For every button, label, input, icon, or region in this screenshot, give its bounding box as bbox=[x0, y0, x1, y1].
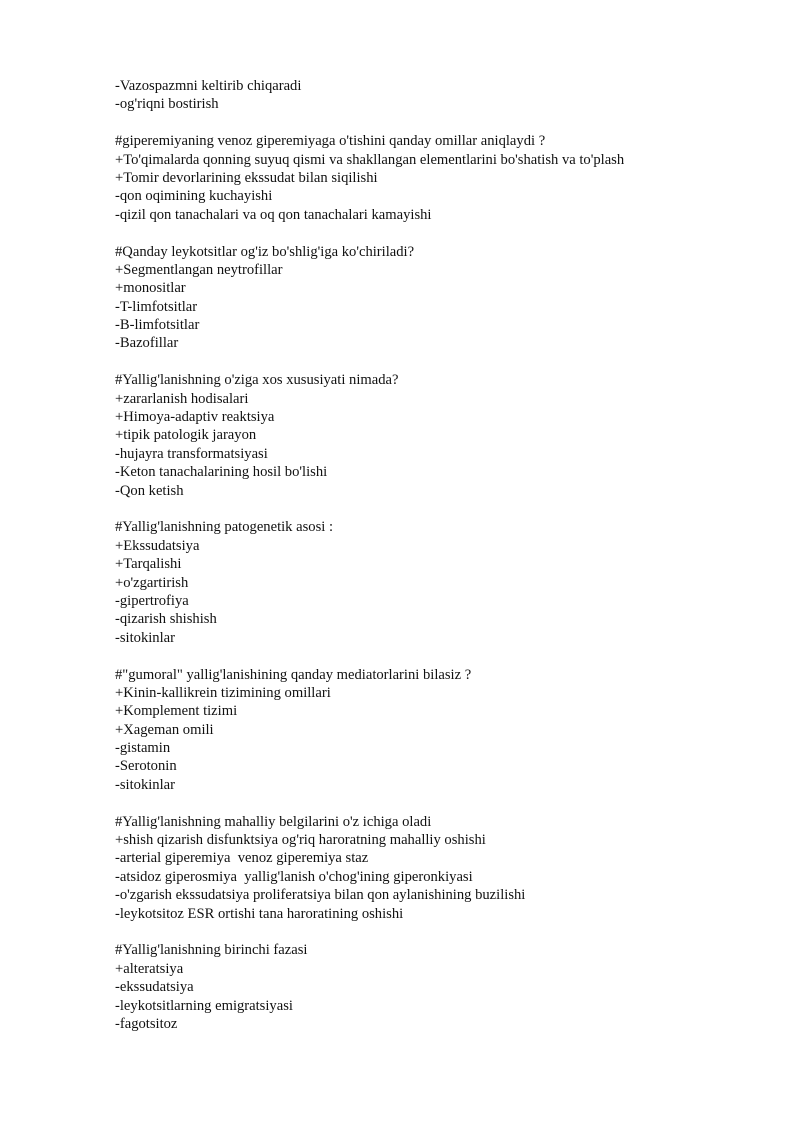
answer-incorrect: -hujayra transformatsiyasi bbox=[115, 445, 268, 462]
answer-incorrect: -qon oqimining kuchayishi bbox=[115, 188, 273, 205]
answer-incorrect: -fagotsitoz bbox=[115, 1015, 178, 1032]
question-block bbox=[115, 941, 755, 1033]
answer-correct: +o'zgartirish bbox=[115, 574, 189, 591]
answer-incorrect: -Vazospazmni keltirib chiqaradi bbox=[115, 78, 302, 94]
block-spacer bbox=[115, 224, 755, 242]
answer-incorrect: -gipertrofiya bbox=[115, 592, 189, 609]
answer-correct: +Ekssudatsiya bbox=[115, 537, 200, 554]
answer-correct: +tipik patologik jarayon bbox=[115, 427, 257, 444]
answer-correct: +Tomir devorlarining ekssudat bilan siqilishi bbox=[115, 169, 378, 186]
answer-incorrect: -ekssudatsiya bbox=[115, 979, 194, 996]
answer-correct: +Kinin-kallikrein tizimining omillari bbox=[115, 684, 331, 701]
question-block bbox=[115, 132, 755, 224]
question-block bbox=[115, 371, 755, 500]
block-spacer bbox=[115, 500, 755, 518]
question-text: #Qanday leykotsitlar og'iz bo'shlig'iga ko'chiriladi? bbox=[115, 243, 415, 260]
answer-correct: +zararlanish hodisalari bbox=[115, 390, 249, 407]
answer-incorrect: -Keton tanachalarining hosil bo'lishi bbox=[115, 464, 328, 481]
answer-incorrect: -o'zgarish ekssudatsiya proliferatsiya bilan qon aylanishining buzilishi bbox=[115, 887, 526, 904]
question-block bbox=[115, 666, 755, 795]
question-text: #Yallig'lanishning patogenetik asosi : bbox=[115, 519, 334, 536]
question-text: #Yallig'lanishning mahalliy belgilarini o'z ichiga oladi bbox=[115, 813, 432, 830]
block-spacer bbox=[115, 353, 755, 371]
answer-incorrect: -qizarish shishish bbox=[115, 611, 217, 628]
answer-correct: +monositlar bbox=[115, 280, 186, 297]
answer-incorrect: -sitokinlar bbox=[115, 629, 175, 646]
answer-correct: +To'qimalarda qonning suyuq qismi va shakllangan elementlarini bo'shatish va to'plash bbox=[115, 151, 625, 168]
answer-correct: +Segmentlangan neytrofillar bbox=[115, 261, 283, 278]
answer-incorrect: -og'riqni bostirish bbox=[115, 96, 219, 113]
answer-correct: +Xageman omili bbox=[115, 721, 214, 738]
question-text: #giperemiyaning venoz giperemiyaga o'tishini qanday omillar aniqlaydi ? bbox=[115, 133, 546, 150]
answer-incorrect: -sitokinlar bbox=[115, 776, 175, 793]
answer-incorrect: -atsidoz giperosmiya yallig'lanish o'chog'ining giperonkiyasi bbox=[115, 868, 473, 885]
answer-incorrect: -Bazofillar bbox=[115, 335, 179, 352]
answer-incorrect: -B-limfotsitlar bbox=[115, 317, 200, 334]
question-text: #Yallig'lanishning o'ziga xos xususiyati nimada? bbox=[115, 372, 399, 389]
answer-correct: +alteratsiya bbox=[115, 960, 184, 977]
answer-incorrect: -leykotsitoz ESR ortishi tana haroratining oshishi bbox=[115, 905, 404, 922]
answer-incorrect: -Serotonin bbox=[115, 758, 177, 775]
block-spacer bbox=[115, 923, 755, 941]
answer-incorrect: -leykotsitlarning emigratsiyasi bbox=[115, 997, 293, 1014]
question-block bbox=[115, 243, 755, 353]
answer-correct: +Tarqalishi bbox=[115, 556, 182, 573]
block-spacer bbox=[115, 647, 755, 665]
question-block bbox=[115, 813, 755, 923]
question-text: #Yallig'lanishning birinchi fazasi bbox=[115, 942, 308, 959]
answer-incorrect: -Qon ketish bbox=[115, 482, 184, 499]
answer-incorrect: -arterial giperemiya venoz giperemiya staz bbox=[115, 850, 369, 867]
quiz-content bbox=[115, 77, 755, 1033]
block-spacer bbox=[115, 114, 755, 132]
answer-incorrect: -gistamin bbox=[115, 740, 171, 757]
answer-incorrect: -qizil qon tanachalari va oq qon tanachalari kamayishi bbox=[115, 206, 432, 223]
question-block bbox=[115, 518, 755, 647]
block-spacer bbox=[115, 794, 755, 812]
answer-incorrect: -T-limfotsitlar bbox=[115, 298, 198, 315]
answer-correct: +shish qizarish disfunktsiya og'riq haroratning mahalliy oshishi bbox=[115, 832, 486, 849]
question-text: #"gumoral" yallig'lanishining qanday mediatorlarini bilasiz ? bbox=[115, 666, 472, 683]
answer-correct: +Himoya-adaptiv reaktsiya bbox=[115, 409, 275, 426]
question-block bbox=[115, 77, 755, 114]
answer-correct: +Komplement tizimi bbox=[115, 703, 238, 720]
